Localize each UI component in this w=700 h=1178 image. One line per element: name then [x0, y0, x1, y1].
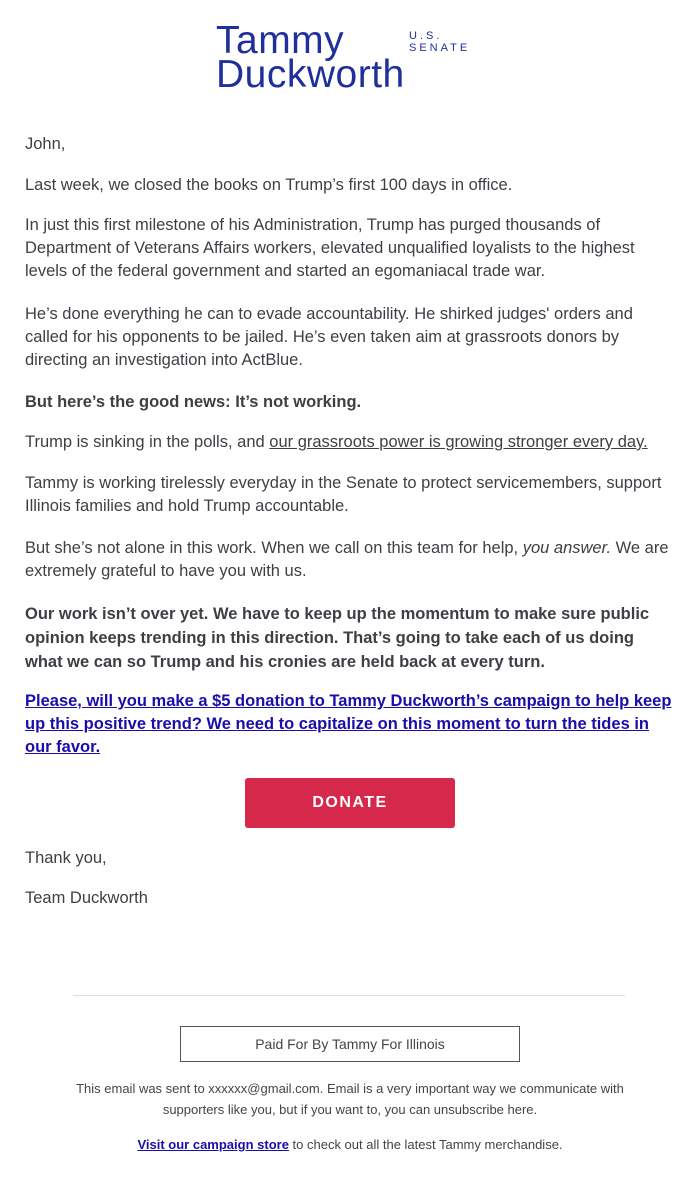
- paragraph-senate-work: Tammy is working tirelessly everyday in the Senate to protect servicemembers, support Illinois families and hold Trump accountable.: [25, 474, 662, 515]
- paragraph-not-alone-text: But she’s not alone in this work. When we call on this team for help,: [25, 539, 523, 557]
- closing-thank-you: Thank you,: [25, 849, 107, 867]
- campaign-store-link[interactable]: Visit our campaign store: [137, 1137, 289, 1152]
- logo-us: U.S.: [409, 30, 443, 42]
- paragraph-not-alone-suffix: We are extremely grateful to have you with us.: [25, 539, 669, 580]
- paragraph-1: Last week, we closed the books on Trump’s first 100 days in office.: [25, 176, 513, 194]
- logo-senate: SENATE: [409, 42, 471, 54]
- footer-sent-notice: This email was sent to xxxxxx@gmail.com. Email is a very important way we communicate with supporters like you, but if you want to, you can unsubscribe here.: [76, 1081, 624, 1117]
- footer-store-suffix: to check out all the latest Tammy merchandise.: [288, 1137, 563, 1152]
- you-answer-emphasis: you answer.: [522, 539, 612, 557]
- signature: Team Duckworth: [25, 889, 148, 907]
- donate-button[interactable]: DONATE: [245, 778, 455, 828]
- paragraph-2: In just this first milestone of his Administration, Trump has purged thousands of Department of Veterans Affairs workers, elevated unqualified loyalists to the highest levels of the federal government and started an egomaniacal trade war.: [25, 216, 635, 280]
- paragraph-polls-text: Trump is sinking in the polls, and: [25, 433, 270, 451]
- greeting: John,: [25, 135, 66, 153]
- logo-first-name: Tammy: [216, 19, 345, 62]
- paragraph-good-news: But here’s the good news: It’s not working.: [25, 393, 362, 411]
- donation-cta-paragraph: [25, 690, 675, 759]
- paragraph-3: He’s done everything he can to evade accountability. He shirked judges' orders and called for his opponents to be jailed. He’s even taken aim at grassroots donors by directing an investigation into ActBlue.: [25, 305, 633, 369]
- tammy-duckworth-logo: [216, 19, 496, 96]
- grassroots-power-link[interactable]: our grassroots power is growing stronger every day.: [269, 433, 648, 451]
- paragraph-polls: [25, 431, 675, 454]
- paragraph-not-alone: [25, 537, 675, 583]
- donation-cta-link[interactable]: Please, will you make a $5 donation to Tammy Duckworth’s campaign to help keep up this positive trend? We need to capitalize on this moment to turn the tides in our favor.: [25, 692, 672, 756]
- paid-for-disclaimer: Paid For By Tammy For Illinois: [180, 1026, 520, 1062]
- logo-last-name: Duckworth: [216, 53, 405, 96]
- footer-divider: [73, 995, 625, 996]
- paragraph-work-not-over: Our work isn’t over yet. We have to keep up the momentum to make sure public opinion keeps trending in this direction. That’s going to take each of us doing what we can so Trump and his cronies are held back at every turn.: [25, 605, 650, 671]
- footer-store-line: [60, 1134, 640, 1155]
